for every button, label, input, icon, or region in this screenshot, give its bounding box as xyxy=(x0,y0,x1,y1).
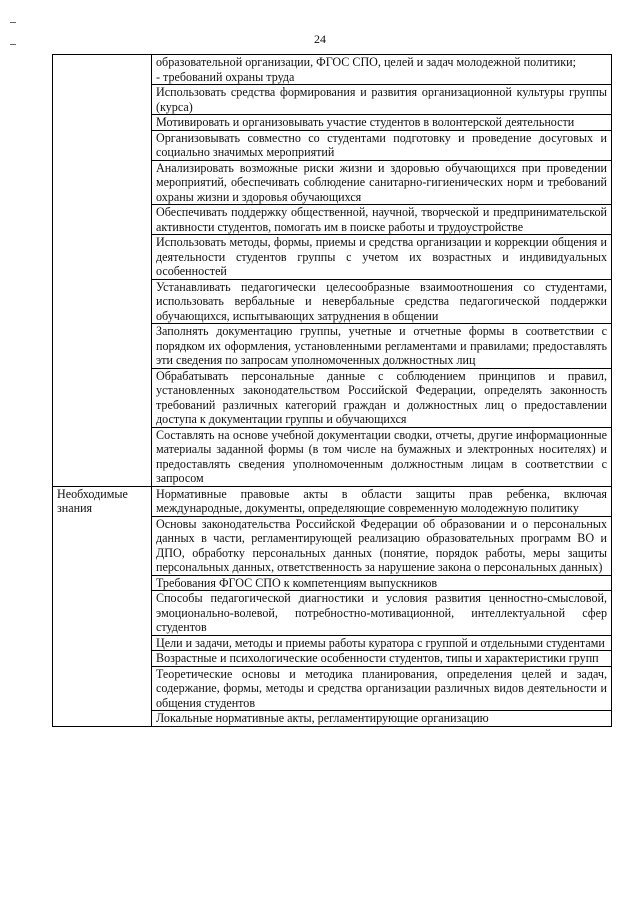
margin-mark xyxy=(10,44,16,45)
competency-table xyxy=(52,54,612,727)
table-row xyxy=(53,55,612,85)
knowledge-item: Требования ФГОС СПО к компетенциям выпускников xyxy=(152,575,612,591)
margin-mark xyxy=(10,22,16,23)
skill-item: Составлять на основе учебной документации сводки, отчеты, другие информационные материалы заданной формы (в том числе на бумажных и электронных носителях) и предоставлять сведения уполномоченным должностным лицам в соответствии с запросом xyxy=(152,427,612,486)
text-line: образовательной организации, ФГОС СПО, целей и задач молодежной политики; xyxy=(156,55,576,69)
knowledge-item: Возрастные и психологические особенности студентов, типы и характеристики групп xyxy=(152,651,612,667)
skill-item: Организовывать совместно со студентами подготовку и проведение досуговых и социально значимых мероприятий xyxy=(152,130,612,160)
category-cell-skills xyxy=(53,55,152,487)
knowledge-item: Способы педагогической диагностики и условия развития ценностно-смысловой, эмоционально-волевой, потребностно-мотивационной, интеллектуальной сфер студентов xyxy=(152,591,612,636)
page-number: 24 xyxy=(314,32,326,46)
knowledge-item: Цели и задачи, методы и приемы работы куратора с группой и отдельными студентами xyxy=(152,635,612,651)
skill-item: Мотивировать и организовывать участие студентов в волонтерской деятельности xyxy=(152,115,612,131)
category-cell-knowledge: Необходимые знания xyxy=(53,486,152,726)
skill-item: Обеспечивать поддержку общественной, научной, творческой и предпринимательской активности студентов, помогать им в поиске работы и трудоустройстве xyxy=(152,205,612,235)
skill-item xyxy=(152,55,612,85)
skill-item: Заполнять документацию группы, учетные и отчетные формы в соответствии с порядком их оформления, установленными регламентами и правилами; предоставлять эти сведения по запросам уполномоченных должностных лиц xyxy=(152,324,612,369)
table-row xyxy=(53,486,612,516)
skill-text-part xyxy=(156,55,607,84)
knowledge-item: Теоретические основы и методика планирования, определения целей и задач, содержание, формы, методы и средства организации различных видов деятельности и общения студентов xyxy=(152,666,612,711)
skill-item: Использовать методы, формы, приемы и средства организации и коррекции общения и деятельности студентов группы с учетом их возрастных и индивидуальных особенностей xyxy=(152,235,612,280)
skill-item: Анализировать возможные риски жизни и здоровью обучающихся при проведении мероприятий, обеспечивать соблюдение санитарно-гигиенических норм и требований охраны жизни и здоровья обучающихся xyxy=(152,160,612,205)
skill-item: Устанавливать педагогически целесообразные взаимоотношения со студентами, использовать вербальные и невербальные средства педагогической поддержки обучающихся, испытывающих затруднения в общении xyxy=(152,279,612,324)
knowledge-item: Нормативные правовые акты в области защиты прав ребенка, включая международные, документы, определяющие современную молодежную политику xyxy=(152,486,612,516)
knowledge-item: Локальные нормативные акты, регламентирующие организацию xyxy=(152,711,612,727)
text-line: - требований охраны труда xyxy=(156,69,295,84)
skill-item: Обрабатывать персональные данные с соблюдением принципов и правил, установленных законодательством Российской Федерации, определять законность требований различных категорий граждан и должностных лиц о предоставлении доступа к документации группы и обучающихся xyxy=(152,368,612,427)
knowledge-item: Основы законодательства Российской Федерации об образовании и о персональных данных в части, регламентирующей реализацию образовательных программ ВО и ДПО, обработку персональных данных (понятие, порядок работы, меры защиты персональных данных, ответственность за нарушение закона о персональных данных) xyxy=(152,516,612,575)
skill-item: Использовать средства формирования и развития организационной культуры группы (курса) xyxy=(152,85,612,115)
